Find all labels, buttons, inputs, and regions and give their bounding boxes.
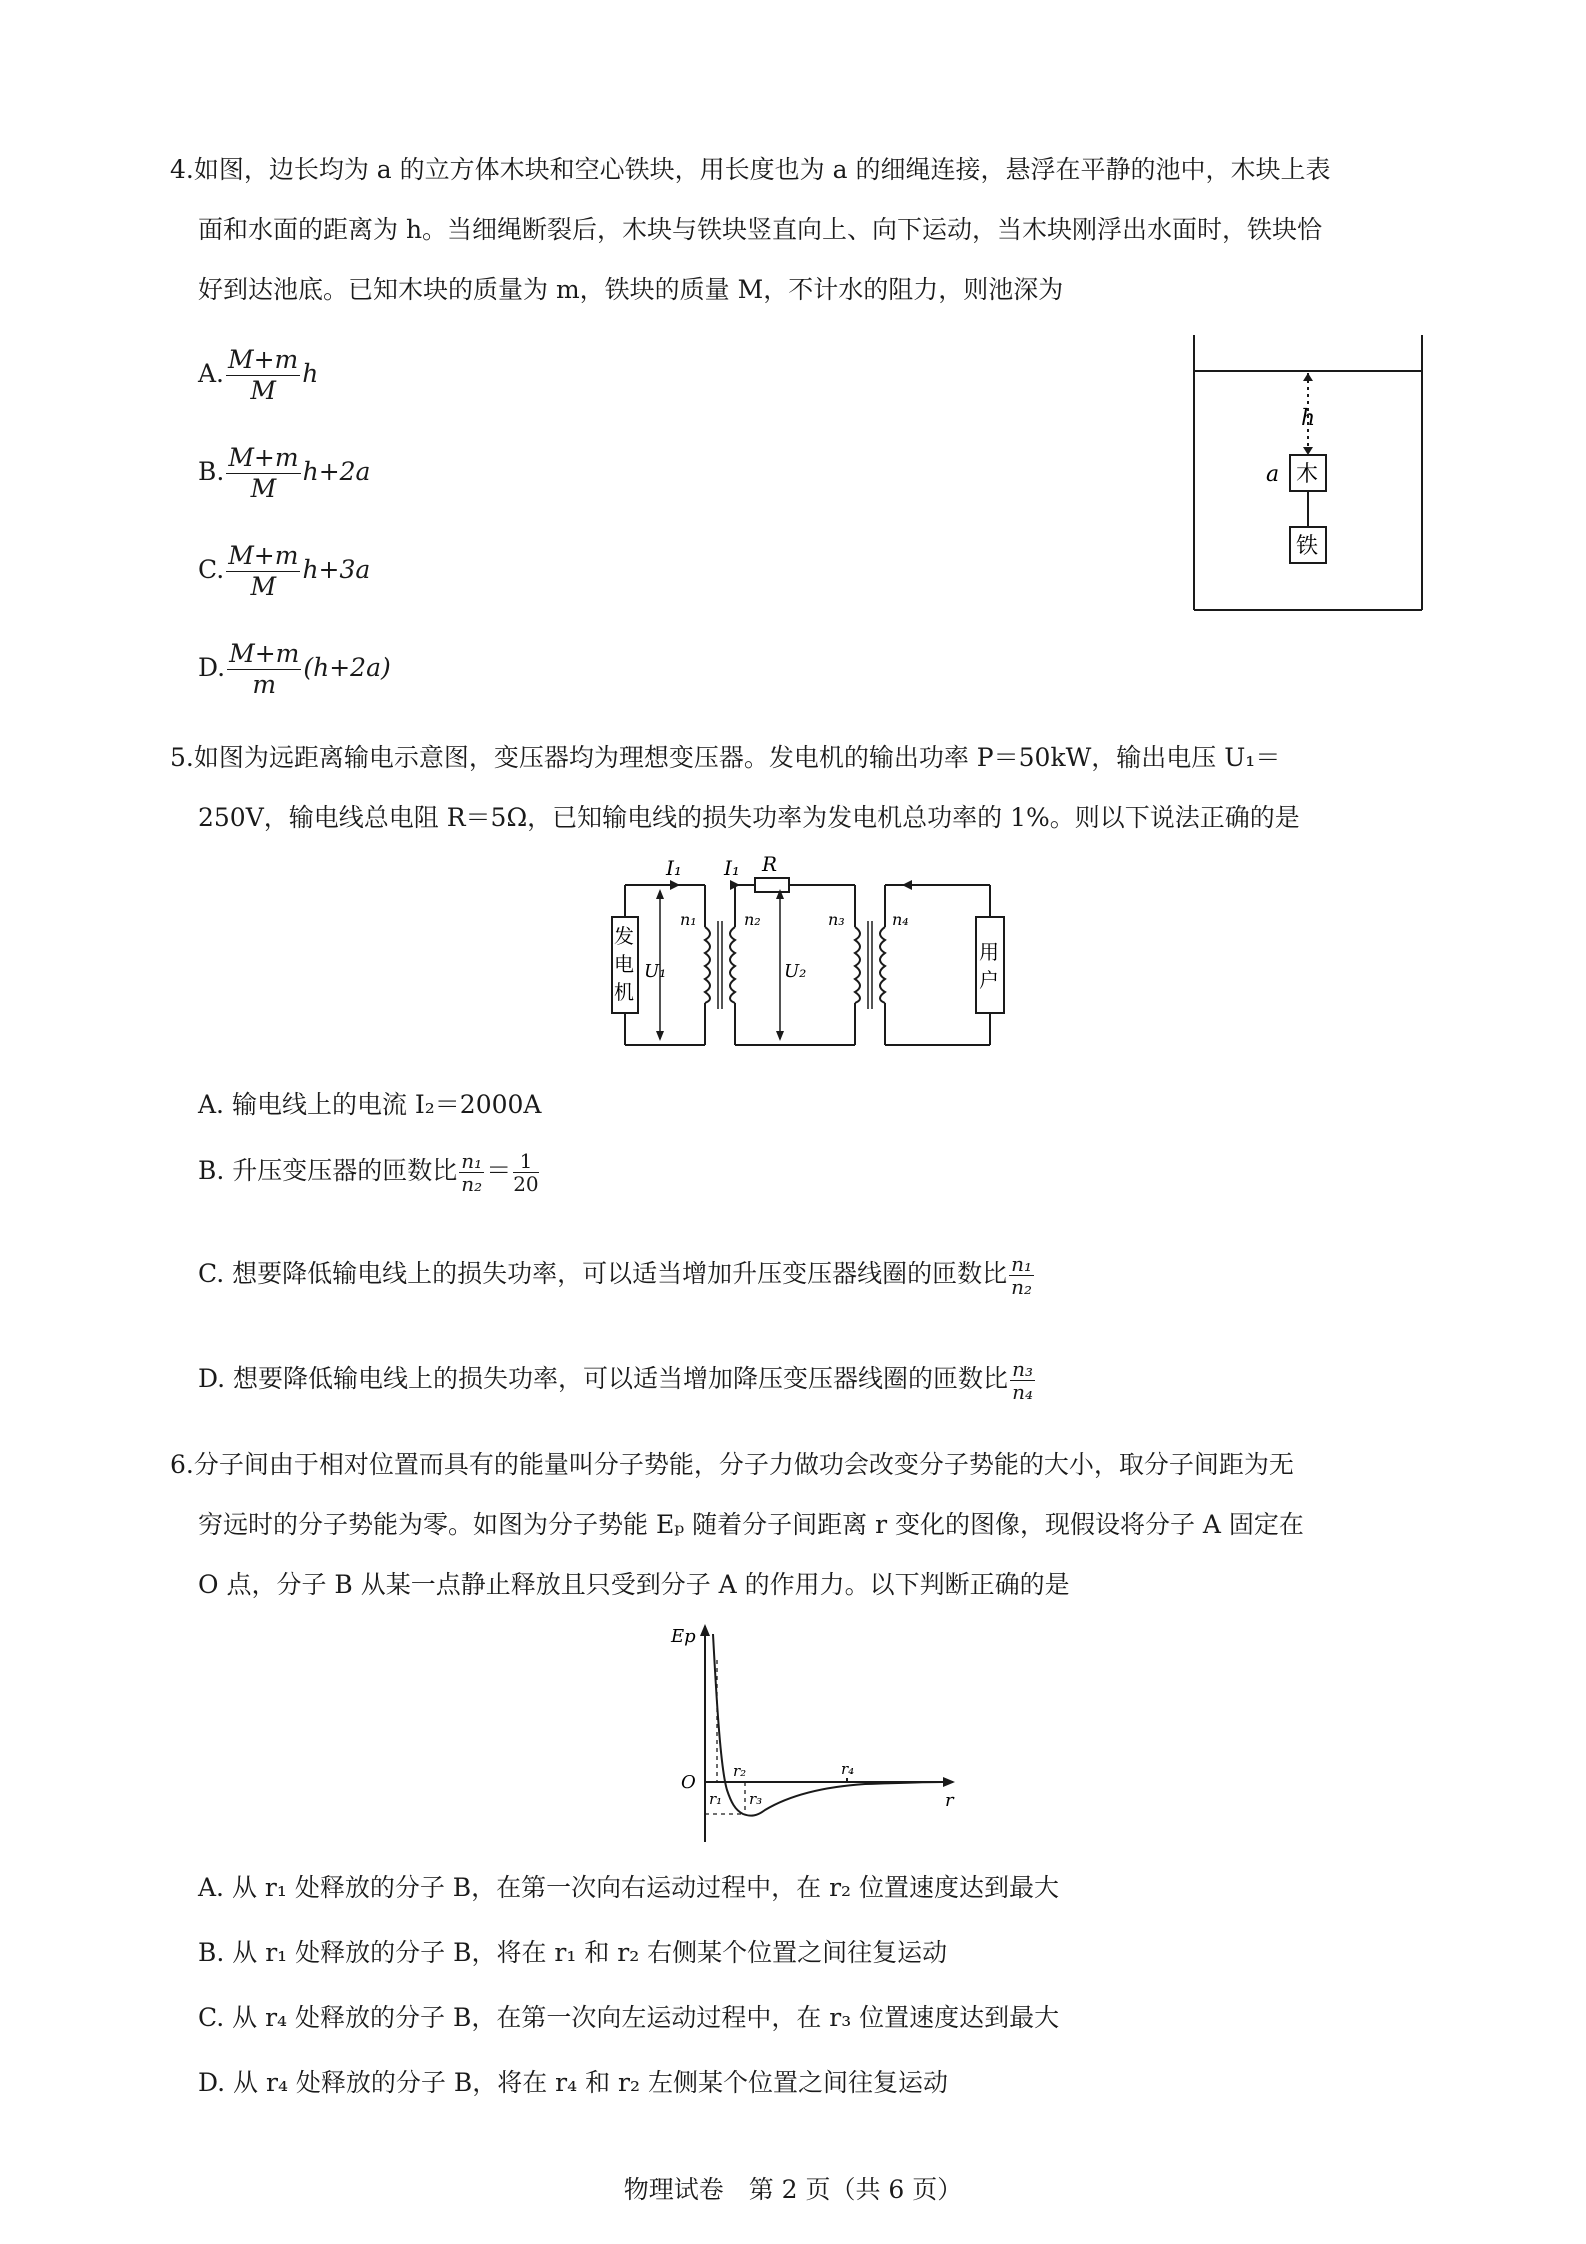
fraction	[226, 443, 300, 504]
denominator: n₄	[1012, 1380, 1033, 1404]
generator-char-2: 电	[614, 952, 634, 976]
label-r1: r₁	[709, 1790, 723, 1808]
coil-n1	[705, 927, 710, 1003]
q6-ep-graph	[665, 1620, 965, 1850]
numerator: n₃	[1012, 1357, 1033, 1381]
label-u2: U₂	[784, 961, 807, 982]
fraction	[513, 1150, 538, 1195]
q5-option-c[interactable]	[198, 1253, 1036, 1298]
arrow-right-icon	[943, 1777, 955, 1787]
q4-number: 4.	[170, 155, 194, 184]
label-r-axis: r	[945, 1790, 954, 1811]
q5-circuit-figure	[600, 855, 1020, 1055]
option-letter: B.	[198, 457, 225, 486]
label-i1-left: I₁	[666, 856, 682, 880]
fraction	[227, 639, 301, 700]
q4-option-a[interactable]	[198, 345, 318, 406]
fraction	[226, 345, 300, 406]
q6-stem-3: O 点，分子 B 从某一点静止释放且只受到分子 A 的作用力。以下判断正确的是	[198, 1570, 1070, 1599]
label-n2: n₂	[744, 910, 761, 929]
numerator: M+m	[229, 639, 300, 668]
q4-stem-3: 好到达池底。已知木块的质量为 m，铁块的质量 M，不计水的阻力，则池深为	[198, 275, 1064, 304]
q6-option-c[interactable]: C. 从 r₄ 处释放的分子 B，在第一次向左运动过程中，在 r₃ 位置速度达到最大	[198, 2003, 1060, 2032]
label-i1-right: I₁	[724, 856, 740, 880]
coil-n2	[730, 927, 735, 1003]
q6-option-a[interactable]: A. 从 r₁ 处释放的分子 B，在第一次向右运动过程中，在 r₂ 位置速度达到最大	[198, 1873, 1060, 1902]
option-text: D. 想要降低输电线上的损失功率，可以适当增加降压变压器线圈的匝数比	[198, 1364, 1009, 1393]
generator-char-1: 发	[614, 924, 634, 948]
numerator: 1	[513, 1150, 538, 1173]
q5-line-1	[170, 738, 1280, 774]
user-char-2: 户	[979, 968, 999, 992]
label-a: a	[1266, 462, 1280, 487]
option-tail: (h+2a)	[303, 653, 391, 682]
q4-stem-2: 面和水面的距离为 h。当细绳断裂后，木块与铁块竖直向上、向下运动，当木块刚浮出水面时，铁块恰	[198, 215, 1323, 244]
option-tail: h+3a	[302, 555, 371, 584]
denominator: n₂	[1011, 1275, 1033, 1299]
wood-label: 木	[1296, 462, 1319, 487]
q6-line-1	[170, 1445, 1294, 1481]
user-box	[976, 917, 1004, 1013]
option-letter: C.	[198, 555, 225, 584]
label-o: O	[681, 1772, 696, 1793]
option-tail: h	[302, 359, 319, 388]
q6-stem-1: 分子间由于相对位置而具有的能量叫分子势能，分子力做功会改变分子势能的大小，取分子间距为无	[193, 1450, 1294, 1479]
label-n3: n₃	[828, 910, 845, 929]
q4-option-d[interactable]	[198, 639, 391, 700]
iron-label: 铁	[1296, 534, 1319, 559]
label-n1: n₁	[680, 910, 697, 929]
q5-stem-1: 如图为远距离输电示意图，变压器均为理想变压器。发电机的输出功率 P＝50kW，输出电压 U₁＝	[193, 743, 1281, 772]
arrow-up-icon	[656, 889, 664, 899]
numerator: n₁	[1011, 1252, 1033, 1276]
q4-option-c[interactable]	[198, 541, 370, 602]
denominator: M	[250, 376, 276, 405]
ep-curve	[713, 1634, 943, 1816]
equals-sign: ＝	[486, 1156, 512, 1185]
coil-n4	[880, 927, 885, 1003]
q4-line-1	[170, 150, 1330, 186]
page-footer: 物理试卷 第 2 页（共 6 页）	[623, 2175, 963, 2204]
label-u1: U₁	[644, 961, 667, 982]
denominator: M	[250, 572, 277, 601]
arrow-up-icon	[700, 1624, 710, 1636]
label-r4: r₄	[841, 1760, 855, 1778]
option-tail: h+2a	[302, 457, 371, 486]
option-text: C. 想要降低输电线上的损失功率，可以适当增加升压变压器线圈的匝数比	[198, 1259, 1008, 1288]
numerator: M+m	[228, 345, 299, 374]
arrow-down-icon	[776, 1031, 784, 1041]
numerator: M+m	[228, 541, 299, 570]
arrow-up-icon	[1303, 373, 1313, 381]
option-text: B. 升压变压器的匝数比	[198, 1156, 458, 1185]
q5-number: 5.	[170, 743, 194, 772]
q5-option-b[interactable]	[198, 1150, 541, 1195]
q4-tank-figure	[1190, 335, 1430, 615]
label-ep: Ep	[671, 1626, 696, 1647]
current-arrow-icon	[670, 880, 680, 890]
fraction	[1010, 1358, 1035, 1403]
label-h: h	[1301, 406, 1316, 431]
q4-stem-1: 如图，边长均为 a 的立方体木块和空心铁块，用长度也为 a 的细绳连接，悬浮在平静的池中，木块上表	[193, 155, 1331, 184]
fraction	[1009, 1253, 1034, 1298]
generator-char-3: 机	[614, 980, 634, 1004]
numerator: n₁	[461, 1149, 483, 1173]
q6-option-d[interactable]: D. 从 r₄ 处释放的分子 B，将在 r₄ 和 r₂ 左侧某个位置之间往复运动	[198, 2068, 948, 2097]
denominator: n₂	[461, 1172, 483, 1196]
q6-number: 6.	[170, 1450, 194, 1479]
label-r2: r₂	[733, 1762, 747, 1780]
q4-option-b[interactable]	[198, 443, 370, 504]
label-r: R	[762, 855, 778, 876]
resistor-r	[755, 878, 789, 892]
q5-option-d[interactable]	[198, 1358, 1037, 1403]
q5-stem-2: 250V，输电线总电阻 R＝5Ω，已知输电线的损失功率为发电机总功率的 1%。则以下说法正确的是	[198, 803, 1300, 832]
coil-n3	[855, 927, 860, 1003]
option-letter: D.	[198, 653, 226, 682]
option-letter: A.	[198, 359, 225, 388]
label-n4: n₄	[892, 910, 909, 929]
denominator: m	[252, 670, 277, 699]
denominator: 20	[513, 1172, 539, 1196]
arrow-down-icon	[1303, 447, 1313, 455]
fraction	[226, 541, 300, 602]
current-arrow-icon	[902, 880, 912, 890]
fraction	[459, 1150, 484, 1195]
user-char-1: 用	[979, 940, 999, 964]
label-r3: r₃	[749, 1790, 763, 1808]
q6-stem-2: 穷远时的分子势能为零。如图为分子势能 Eₚ 随着分子间距离 r 变化的图像，现假设将分子 A 固定在	[198, 1510, 1304, 1539]
arrow-down-icon	[656, 1031, 664, 1041]
numerator: M+m	[228, 443, 299, 472]
q6-option-b[interactable]: B. 从 r₁ 处释放的分子 B，将在 r₁ 和 r₂ 右侧某个位置之间往复运动	[198, 1938, 948, 1967]
q5-option-a[interactable]: A. 输电线上的电流 I₂＝2000A	[198, 1090, 542, 1119]
denominator: M	[250, 474, 277, 503]
